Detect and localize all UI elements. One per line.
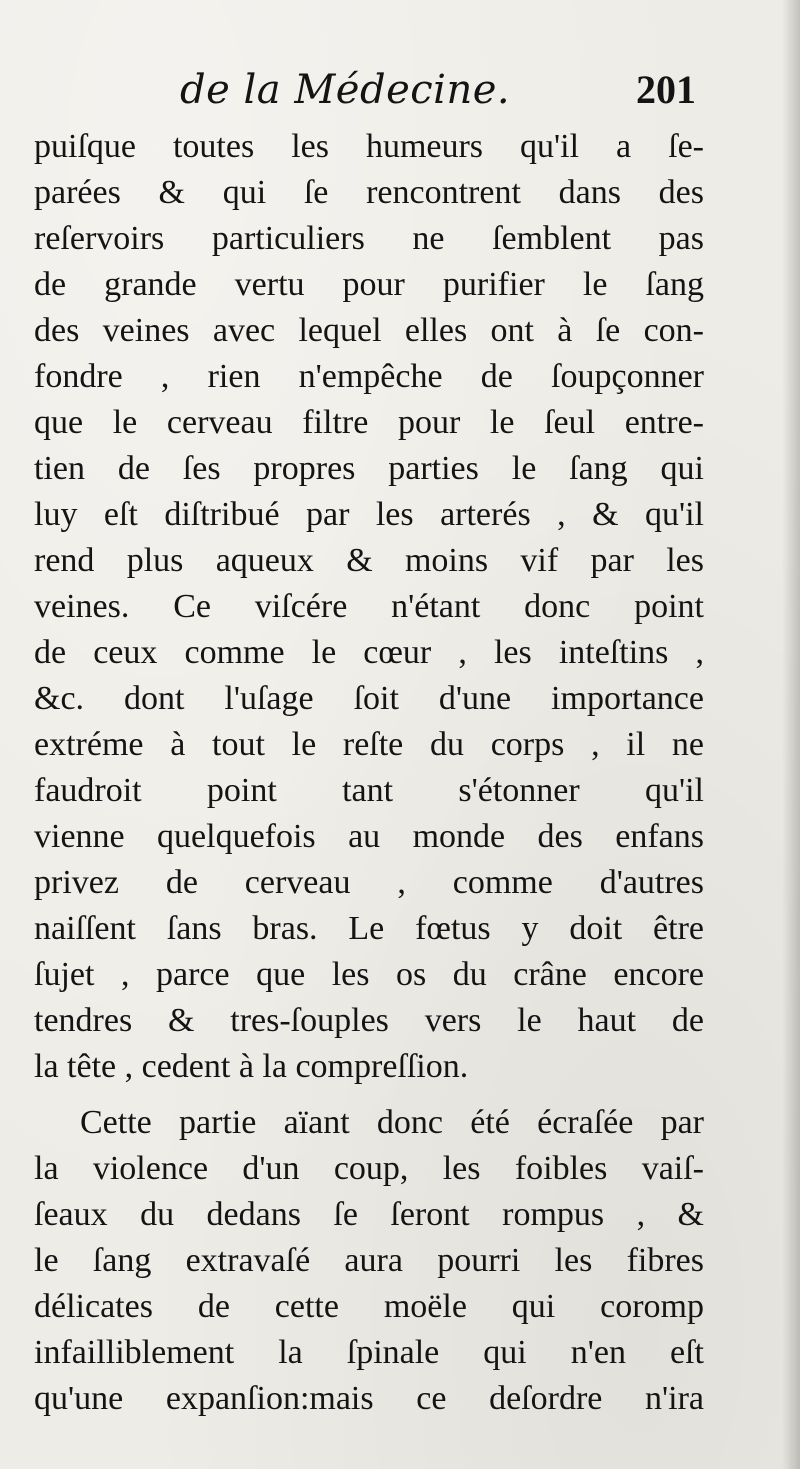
running-title: de la Médecine. [180,67,511,113]
text-line: puiſque toutes les humeurs qu'il a ſe- [34,128,704,165]
text-line: des veines avec lequel elles ont à ſe con- [34,312,704,349]
text-line: infailliblement la ſpinale qui n'en eſt [34,1334,704,1371]
page-edge-shadow [782,0,800,1469]
text-line: le ſang extravaſé aura pourri les fibres [34,1242,704,1279]
text-line: veines. Ce viſcére n'étant donc point [34,588,704,625]
body-text [34,124,704,1422]
paragraph-gap [34,1090,704,1100]
text-line: rend plus aqueux & moins vif par les [34,542,704,579]
text-line: qu'une expanſion:mais ce deſordre n'ira [34,1380,704,1417]
text-line: Cette partie aïant donc été écraſée par [80,1104,704,1141]
text-line: tien de ſes propres parties le ſang qui [34,450,704,487]
page-number: 201 [636,67,696,112]
text-line: ſujet , parce que les os du crâne encore [34,956,704,993]
text-line: extréme à tout le reſte du corps , il ne [34,726,704,763]
text-line: vienne quelquefois au monde des enfans [34,818,704,855]
text-line: la violence d'un coup, les foibles vaiſ- [34,1150,704,1187]
text-line: &c. dont l'uſage ſoit d'une importance [34,680,704,717]
text-line: privez de cerveau , comme d'autres [34,864,704,901]
text-line: faudroit point tant s'étonner qu'il [34,772,704,809]
text-line: ſeaux du dedans ſe ſeront rompus , & [34,1196,704,1233]
text-line: reſervoirs particuliers ne ſemblent pas [34,220,704,257]
paragraph-2 [34,1100,704,1422]
text-line: délicates de cette moële qui coromp [34,1288,704,1325]
text-line: que le cerveau filtre pour le ſeul entre- [34,404,704,441]
text-line: la tête , cedent à la compreſſion. [34,1048,469,1085]
paragraph-1 [34,124,704,1090]
text-line: fondre , rien n'empêche de ſoupçonner [34,358,704,395]
text-line: luy eſt diſtribué par les arterés , & qu'il [34,496,704,533]
text-line: tendres & tres-ſouples vers le haut de [34,1002,704,1039]
text-line: parées & qui ſe rencontrent dans des [34,174,704,211]
text-line: de grande vertu pour purifier le ſang [34,266,704,303]
text-line: de ceux comme le cœur , les inteſtins , [34,634,704,671]
running-head [180,62,700,122]
text-line: naiſſent ſans bras. Le fœtus y doit être [34,910,704,947]
